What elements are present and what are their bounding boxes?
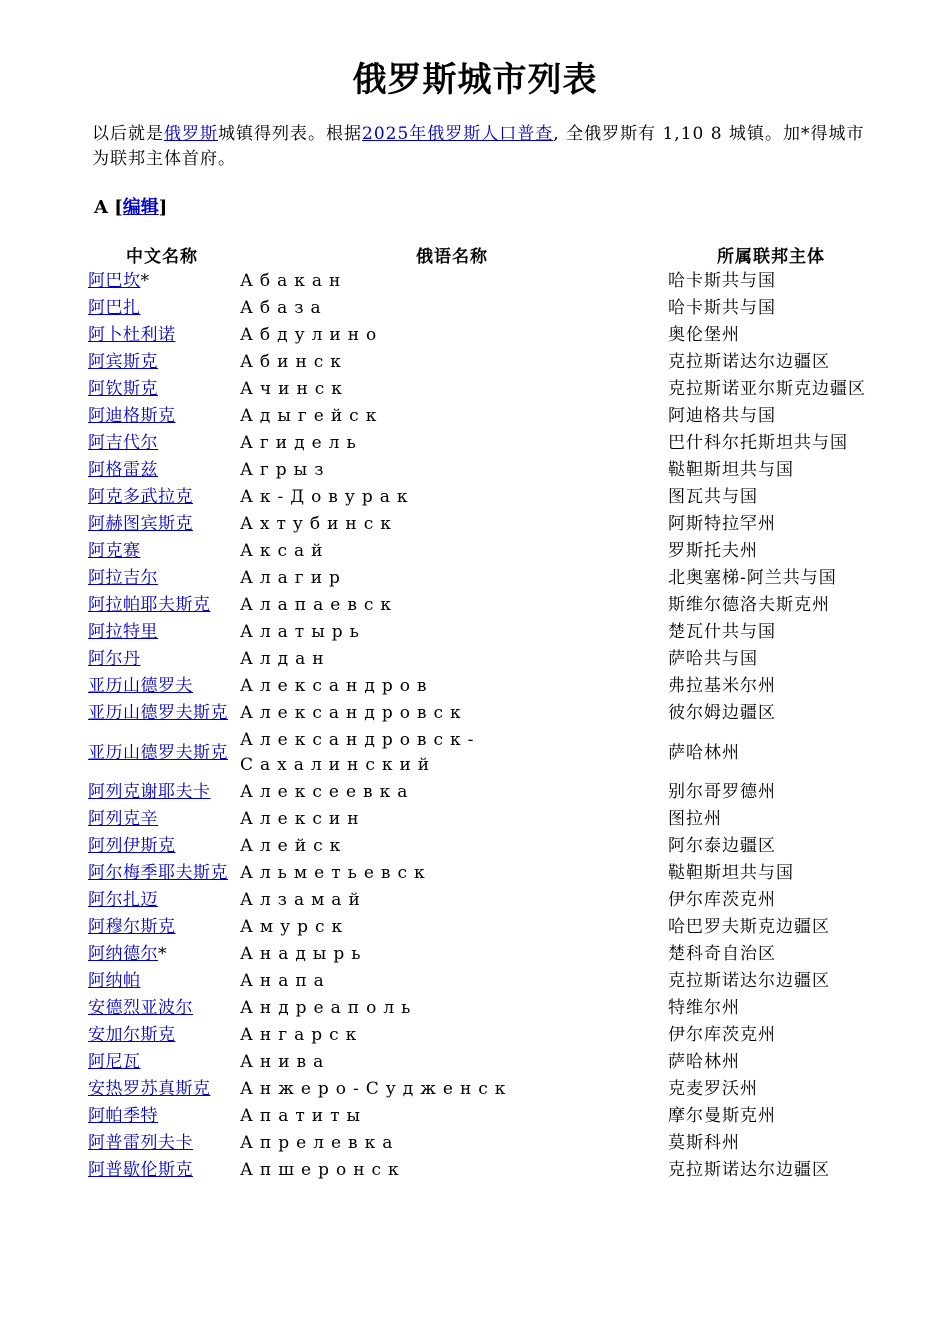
federal-subject-cell: 克麦罗沃州 — [668, 1079, 758, 1099]
capital-marker: * — [158, 944, 167, 964]
table-row — [86, 941, 876, 968]
edit-link[interactable]: 编辑 — [122, 197, 159, 218]
federal-subject-cell: 摩尔曼斯克州 — [668, 1106, 776, 1126]
city-russian-name-cell: Алейск — [240, 836, 348, 856]
table-row — [86, 860, 876, 887]
federal-subject-cell: 哈卡斯共与国 — [668, 271, 776, 291]
federal-subject-cell: 别尔哥罗德州 — [668, 782, 776, 802]
table-row — [86, 565, 876, 592]
city-link[interactable]: 阿列伊斯克 — [88, 836, 176, 856]
federal-subject-cell: 罗斯托夫州 — [668, 541, 758, 561]
city-link[interactable]: 亚历山德罗夫 — [88, 676, 193, 696]
city-chinese-name-cell — [86, 430, 238, 457]
city-link[interactable]: 阿巴坎 — [88, 271, 141, 291]
federal-subject-cell: 萨哈共与国 — [668, 649, 758, 669]
city-chinese-name-cell — [86, 860, 238, 887]
city-chinese-name-cell — [86, 700, 238, 727]
city-link[interactable]: 阿拉帕耶夫斯克 — [88, 595, 211, 615]
city-chinese-name-cell — [86, 376, 238, 403]
city-chinese-name-cell — [86, 1103, 238, 1130]
city-chinese-name-cell — [86, 1022, 238, 1049]
city-russian-name-cell: Алагир — [240, 568, 347, 588]
table-row — [86, 779, 876, 806]
city-russian-name-cell: Аксай — [240, 541, 330, 561]
table-row — [86, 646, 876, 673]
city-russian-name-cell: Адыгейск — [240, 406, 384, 426]
federal-subject-cell: 克拉斯诺达尔边疆区 — [668, 352, 830, 372]
federal-subject-cell: 图拉州 — [668, 809, 722, 829]
page-title: 俄罗斯城市列表 — [352, 60, 598, 100]
table-row — [86, 995, 876, 1022]
table-row — [86, 1103, 876, 1130]
city-russian-name-cell: Анадырь — [240, 944, 368, 964]
city-russian-name-cell: Александров — [240, 676, 434, 696]
city-link[interactable]: 阿普雷列夫卡 — [88, 1133, 193, 1153]
city-russian-name-cell: Апшеронск — [240, 1160, 406, 1180]
city-chinese-name-cell — [86, 673, 238, 700]
federal-subject-cell: 萨哈林州 — [668, 1052, 740, 1072]
federal-subject-cell: 巴什科尔托斯坦共与国 — [668, 433, 848, 453]
federal-subject-cell: 阿斯特拉罕州 — [668, 514, 776, 534]
city-chinese-name-cell — [86, 727, 238, 779]
city-link[interactable]: 阿穆尔斯克 — [88, 917, 176, 937]
federal-subject-cell: 鞑靼斯坦共与国 — [668, 460, 794, 480]
city-russian-name-cell: Анапа — [240, 971, 331, 991]
city-chinese-name-cell — [86, 484, 238, 511]
city-russian-name-cell: Ахтубинск — [240, 514, 398, 534]
city-chinese-name-cell — [86, 268, 238, 295]
federal-subject-cell: 伊尔库茨克州 — [668, 890, 776, 910]
table-row — [86, 322, 876, 349]
city-chinese-name-cell — [86, 457, 238, 484]
table-row — [86, 1130, 876, 1157]
federal-subject-cell: 克拉斯诺亚尔斯克边疆区 — [668, 379, 866, 399]
city-chinese-name-cell — [86, 403, 238, 430]
city-chinese-name-cell — [86, 968, 238, 995]
city-link[interactable]: 阿帕季特 — [88, 1106, 158, 1126]
federal-subject-cell: 哈巴罗夫斯克边疆区 — [668, 917, 830, 937]
city-russian-name-cell: Ак-Довурак — [240, 487, 415, 507]
table-row — [86, 511, 876, 538]
city-link[interactable]: 阿尔丹 — [88, 649, 141, 669]
city-link[interactable]: 阿尔扎迈 — [88, 890, 158, 910]
city-link[interactable]: 阿赫图宾斯克 — [88, 514, 193, 534]
federal-subject-cell: 萨哈林州 — [668, 742, 740, 763]
city-russian-name-cell: Абинск — [240, 352, 348, 372]
city-chinese-name-cell — [86, 295, 238, 322]
federal-subject-cell: 奥伦堡州 — [668, 325, 740, 345]
city-chinese-name-cell — [86, 1076, 238, 1103]
city-russian-name-cell: Александровск-Сахалинский — [240, 730, 481, 775]
table-header-row — [86, 240, 876, 268]
russia-link[interactable]: 俄罗斯 — [164, 124, 218, 144]
city-russian-name-cell: Анива — [240, 1052, 331, 1072]
federal-subject-cell: 弗拉基米尔州 — [668, 676, 776, 696]
city-russian-name-cell: Абаза — [240, 298, 328, 318]
federal-subject-cell: 北奥塞梯-阿兰共与国 — [668, 568, 837, 588]
table-row — [86, 376, 876, 403]
federal-subject-cell: 斯维尔德洛夫斯克州 — [668, 595, 830, 615]
city-chinese-name-cell — [86, 806, 238, 833]
city-link[interactable]: 阿纳帕 — [88, 971, 141, 991]
city-russian-name-cell: Альметьевск — [240, 863, 432, 883]
table-row — [86, 430, 876, 457]
city-chinese-name-cell — [86, 538, 238, 565]
city-link[interactable]: 亚历山德罗夫斯克 — [88, 742, 228, 763]
census-link[interactable]: 2025年俄罗斯人口普查 — [362, 124, 554, 144]
table-row — [86, 1157, 876, 1184]
federal-subject-cell: 楚科奇自治区 — [668, 944, 776, 964]
federal-subject-cell: 彼尔姆边疆区 — [668, 703, 776, 723]
table-row — [86, 1076, 876, 1103]
federal-subject-cell: 阿迪格共与国 — [668, 406, 776, 426]
city-link[interactable]: 阿克多武拉克 — [88, 487, 193, 507]
city-russian-name-cell: Агрыз — [240, 460, 331, 480]
table-row — [86, 403, 876, 430]
city-chinese-name-cell — [86, 619, 238, 646]
city-russian-name-cell: Абдулино — [240, 325, 384, 345]
table-row — [86, 914, 876, 941]
city-chinese-name-cell — [86, 887, 238, 914]
federal-subject-cell: 特维尔州 — [668, 998, 740, 1018]
edit-bracket-close: ] — [158, 197, 168, 218]
intro-text-2: 城镇得列表。根据 — [218, 124, 362, 144]
federal-subject-cell: 鞑靼斯坦共与国 — [668, 863, 794, 883]
table-row — [86, 268, 876, 295]
city-russian-name-cell: Алексин — [240, 809, 366, 829]
city-chinese-name-cell — [86, 833, 238, 860]
city-link[interactable]: 阿拉特里 — [88, 622, 158, 642]
table-row — [86, 295, 876, 322]
city-link[interactable]: 安热罗苏真斯克 — [88, 1079, 211, 1099]
city-chinese-name-cell — [86, 914, 238, 941]
federal-subject-cell: 楚瓦什共与国 — [668, 622, 776, 642]
city-russian-name-cell: Абакан — [240, 271, 348, 291]
table-row — [86, 619, 876, 646]
city-link[interactable]: 阿尔梅季耶夫斯克 — [88, 863, 228, 883]
city-chinese-name-cell — [86, 941, 238, 968]
city-chinese-name-cell — [86, 1130, 238, 1157]
federal-subject-cell: 图瓦共与国 — [668, 487, 758, 507]
city-chinese-name-cell — [86, 511, 238, 538]
city-link[interactable]: 亚历山德罗夫斯克 — [88, 703, 228, 723]
table-row — [86, 538, 876, 565]
city-russian-name-cell: Алексеевка — [240, 782, 415, 802]
city-chinese-name-cell — [86, 779, 238, 806]
table-row — [86, 887, 876, 914]
table-row — [86, 833, 876, 860]
city-russian-name-cell: Александровск — [240, 703, 468, 723]
city-link[interactable]: 阿格雷兹 — [88, 460, 158, 480]
federal-subject-cell: 克拉斯诺达尔边疆区 — [668, 1160, 830, 1180]
intro-paragraph — [92, 122, 872, 172]
table-row — [86, 968, 876, 995]
city-link[interactable]: 阿宾斯克 — [88, 352, 158, 372]
table-row — [86, 700, 876, 727]
city-link[interactable]: 阿列克谢耶夫卡 — [88, 782, 211, 802]
city-chinese-name-cell — [86, 322, 238, 349]
federal-subject-cell: 阿尔泰边疆区 — [668, 836, 776, 856]
city-chinese-name-cell — [86, 349, 238, 376]
intro-text-1: 以后就是 — [92, 124, 164, 144]
city-russian-name-cell: Агидель — [240, 433, 363, 453]
city-russian-name-cell: Алзамай — [240, 890, 367, 910]
section-heading-a — [94, 193, 167, 219]
city-link[interactable]: 阿拉吉尔 — [88, 568, 158, 588]
table-row — [86, 1022, 876, 1049]
city-russian-name-cell: Ачинск — [240, 379, 349, 399]
header-federal-subject: 所属联邦主体 — [717, 246, 825, 267]
city-link[interactable]: 阿巴扎 — [88, 298, 141, 318]
city-link[interactable]: 阿尼瓦 — [88, 1052, 141, 1072]
city-chinese-name-cell — [86, 1049, 238, 1076]
section-letter: A — [94, 197, 108, 218]
city-russian-name-cell: Ангарск — [240, 1025, 364, 1045]
federal-subject-cell: 伊尔库茨克州 — [668, 1025, 776, 1045]
table-row — [86, 673, 876, 700]
cities-table — [86, 240, 876, 1184]
table-row — [86, 806, 876, 833]
table-row — [86, 484, 876, 511]
federal-subject-cell: 莫斯科州 — [668, 1133, 740, 1153]
table-row — [86, 349, 876, 376]
city-link[interactable]: 阿钦斯克 — [88, 379, 158, 399]
federal-subject-cell: 克拉斯诺达尔边疆区 — [668, 971, 830, 991]
table-row — [86, 457, 876, 484]
city-link[interactable]: 阿纳德尔 — [88, 944, 158, 964]
city-russian-name-cell: Алдан — [240, 649, 331, 669]
intro-text-3: , 全俄罗斯有 1,10 8 城镇。加*得城市为联邦主体首府。 — [92, 124, 865, 169]
edit-bracket-open: [ — [114, 197, 123, 218]
table-row — [86, 592, 876, 619]
capital-marker: * — [140, 271, 150, 291]
city-link[interactable]: 阿列克辛 — [88, 809, 158, 829]
city-russian-name-cell: Анжеро-Судженск — [240, 1079, 513, 1099]
table-row — [86, 727, 876, 779]
city-russian-name-cell: Андреаполь — [240, 998, 418, 1018]
city-link[interactable]: 阿卜杜利诺 — [88, 325, 176, 345]
city-russian-name-cell: Апатиты — [240, 1106, 368, 1126]
city-link[interactable]: 阿普歇伦斯克 — [88, 1160, 193, 1180]
city-link[interactable]: 安德烈亚波尔 — [88, 998, 193, 1018]
city-link[interactable]: 阿迪格斯克 — [88, 406, 176, 426]
city-chinese-name-cell — [86, 646, 238, 673]
city-russian-name-cell: Апрелевка — [240, 1133, 400, 1153]
header-chinese-name: 中文名称 — [126, 246, 198, 267]
city-russian-name-cell: Амурск — [240, 917, 350, 937]
header-russian-name: 俄语名称 — [416, 246, 488, 267]
federal-subject-cell: 哈卡斯共与国 — [668, 298, 776, 318]
city-chinese-name-cell — [86, 565, 238, 592]
city-link[interactable]: 安加尔斯克 — [88, 1025, 176, 1045]
city-chinese-name-cell — [86, 592, 238, 619]
city-chinese-name-cell — [86, 995, 238, 1022]
city-link[interactable]: 阿克赛 — [88, 541, 141, 561]
city-chinese-name-cell — [86, 1157, 238, 1184]
city-russian-name-cell: Алапаевск — [240, 595, 399, 615]
city-link[interactable]: 阿吉代尔 — [88, 433, 158, 453]
table-row — [86, 1049, 876, 1076]
city-russian-name-cell: Алатырь — [240, 622, 366, 642]
